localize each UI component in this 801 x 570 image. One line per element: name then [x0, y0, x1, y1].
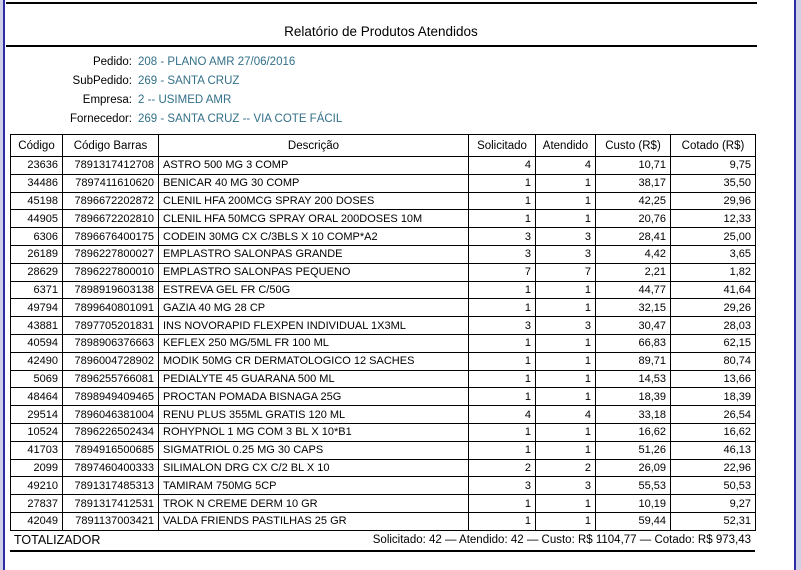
- cell-descricao: CLENIL HFA 50MCG SPRAY ORAL 200DOSES 10M: [159, 210, 469, 228]
- cell-atendido: 3: [536, 317, 596, 335]
- cell-codigo: 28629: [11, 263, 63, 281]
- header-row: [11, 135, 756, 157]
- cell-solicitado: 1: [469, 174, 536, 192]
- cell-solicitado: 3: [469, 245, 536, 263]
- cell-atendido: 1: [536, 299, 596, 317]
- cell-solicitado: 1: [469, 299, 536, 317]
- column-header-solicitado: Solicitado: [469, 135, 536, 157]
- cell-solicitado: 1: [469, 334, 536, 352]
- cell-cotado: 25,00: [671, 228, 756, 246]
- cell-descricao: ASTRO 500 MG 3 COMP: [159, 157, 469, 175]
- cell-atendido: 7: [536, 263, 596, 281]
- totalizer-totals: Solicitado: 42 — Atendido: 42 — Custo: R$ 1104,77 — Cotado: R$ 973,43: [372, 534, 751, 547]
- cell-descricao: INS NOVORAPID FLEXPEN INDIVIDUAL 1X3ML: [159, 317, 469, 335]
- cell-cotado: 1,82: [671, 263, 756, 281]
- cell-cotado: 12,33: [671, 210, 756, 228]
- cell-cotado: 62,15: [671, 334, 756, 352]
- cell-codigo-barras: 7891317485313: [63, 477, 159, 495]
- cell-descricao: KEFLEX 250 MG/5ML FR 100 ML: [159, 334, 469, 352]
- cell-custo: 32,15: [596, 299, 671, 317]
- cell-codigo: 6306: [11, 228, 63, 246]
- cell-solicitado: 1: [469, 495, 536, 513]
- cell-solicitado: 3: [469, 228, 536, 246]
- cell-descricao: ROHYPNOL 1 MG COM 3 BL X 10*B1: [159, 423, 469, 441]
- cell-custo: 16,62: [596, 423, 671, 441]
- cell-solicitado: 1: [469, 281, 536, 299]
- cell-cotado: 29,26: [671, 299, 756, 317]
- cell-descricao: CODEIN 30MG CX C/3BLS X 10 COMP*A2: [159, 228, 469, 246]
- cell-codigo: 41703: [11, 441, 63, 459]
- cell-solicitado: 1: [469, 512, 536, 530]
- cell-descricao: RENU PLUS 355ML GRATIS 120 ML: [159, 406, 469, 424]
- cell-descricao: EMPLASTRO SALONPAS PEQUENO: [159, 263, 469, 281]
- cell-descricao: PEDIALYTE 45 GUARANA 500 ML: [159, 370, 469, 388]
- cell-cotado: 26,54: [671, 406, 756, 424]
- cell-solicitado: 4: [469, 406, 536, 424]
- title-divider: [6, 45, 757, 47]
- cell-atendido: 1: [536, 174, 596, 192]
- cell-codigo: 6371: [11, 281, 63, 299]
- cell-cotado: 28,03: [671, 317, 756, 335]
- meta-value-fornecedor: 269 - SANTA CRUZ -- VIA COTE FÁCIL: [138, 113, 343, 125]
- cell-codigo-barras: 7896255766081: [63, 370, 159, 388]
- cell-atendido: 1: [536, 352, 596, 370]
- cell-codigo-barras: 7899640801091: [63, 299, 159, 317]
- cell-custo: 89,71: [596, 352, 671, 370]
- cell-codigo-barras: 7894916500685: [63, 441, 159, 459]
- report-page: [5, 0, 757, 570]
- table-row: [11, 228, 756, 246]
- table-row: [11, 157, 756, 175]
- cell-custo: 66,83: [596, 334, 671, 352]
- meta-row-pedido: [5, 53, 757, 72]
- cell-custo: 10,71: [596, 157, 671, 175]
- table-row: [11, 388, 756, 406]
- cell-solicitado: 1: [469, 423, 536, 441]
- cell-codigo: 42490: [11, 352, 63, 370]
- cell-codigo: 40594: [11, 334, 63, 352]
- cell-codigo: 45198: [11, 192, 63, 210]
- cell-descricao: TROK N CREME DERM 10 GR: [159, 495, 469, 513]
- cell-atendido: 1: [536, 334, 596, 352]
- meta-label-subpedido: SubPedido:: [72, 75, 132, 87]
- meta-value-pedido: 208 - PLANO AMR 27/06/2016: [138, 56, 296, 68]
- table-row: [11, 299, 756, 317]
- cell-cotado: 9,27: [671, 495, 756, 513]
- cell-cotado: 18,39: [671, 388, 756, 406]
- cell-codigo: 29514: [11, 406, 63, 424]
- cell-codigo-barras: 7897460400333: [63, 459, 159, 477]
- cell-descricao: BENICAR 40 MG 30 COMP: [159, 174, 469, 192]
- cell-custo: 55,53: [596, 477, 671, 495]
- totalizer-row: [10, 531, 755, 552]
- cell-codigo-barras: 7897411610620: [63, 174, 159, 192]
- cell-codigo: 2099: [11, 459, 63, 477]
- cell-solicitado: 2: [469, 459, 536, 477]
- products-table-header: [11, 135, 756, 157]
- meta-row-subpedido: [5, 72, 757, 91]
- column-header-descricao: Descrição: [159, 135, 469, 157]
- cell-codigo-barras: 7897705201831: [63, 317, 159, 335]
- cell-cotado: 13,66: [671, 370, 756, 388]
- cell-custo: 4,42: [596, 245, 671, 263]
- cell-atendido: 1: [536, 192, 596, 210]
- cell-solicitado: 1: [469, 352, 536, 370]
- cell-custo: 51,26: [596, 441, 671, 459]
- cell-atendido: 1: [536, 423, 596, 441]
- window-frame-right-strip: [796, 0, 801, 570]
- meta-value-subpedido: 269 - SANTA CRUZ: [138, 75, 240, 87]
- cell-custo: 28,41: [596, 228, 671, 246]
- cell-descricao: CLENIL HFA 200MCG SPRAY 200 DOSES: [159, 192, 469, 210]
- column-header-custo: Custo (R$): [596, 135, 671, 157]
- cell-atendido: 1: [536, 388, 596, 406]
- cell-cotado: 16,62: [671, 423, 756, 441]
- cell-codigo: 42049: [11, 512, 63, 530]
- table-row: [11, 406, 756, 424]
- cell-custo: 30,47: [596, 317, 671, 335]
- cell-descricao: SIGMATRIOL 0.25 MG 30 CAPS: [159, 441, 469, 459]
- cell-codigo-barras: 7896227800010: [63, 263, 159, 281]
- cell-codigo: 49794: [11, 299, 63, 317]
- table-row: [11, 512, 756, 530]
- table-row: [11, 370, 756, 388]
- cell-descricao: ESTREVA GEL FR C/50G: [159, 281, 469, 299]
- cell-cotado: 35,50: [671, 174, 756, 192]
- meta-row-empresa: [5, 91, 757, 110]
- cell-custo: 42,25: [596, 192, 671, 210]
- cell-custo: 10,19: [596, 495, 671, 513]
- table-row: [11, 281, 756, 299]
- cell-custo: 20,76: [596, 210, 671, 228]
- cell-custo: 26,09: [596, 459, 671, 477]
- cell-cotado: 50,53: [671, 477, 756, 495]
- cell-codigo: 34486: [11, 174, 63, 192]
- column-header-atendido: Atendido: [536, 135, 596, 157]
- cell-codigo: 27837: [11, 495, 63, 513]
- cell-codigo-barras: 7898949409465: [63, 388, 159, 406]
- cell-solicitado: 3: [469, 477, 536, 495]
- cell-atendido: 4: [536, 406, 596, 424]
- column-header-codigo: Código: [11, 135, 63, 157]
- cell-atendido: 4: [536, 157, 596, 175]
- cell-descricao: SILIMALON DRG CX C/2 BL X 10: [159, 459, 469, 477]
- cell-descricao: GAZIA 40 MG 28 CP: [159, 299, 469, 317]
- cell-codigo: 23636: [11, 157, 63, 175]
- cell-cotado: 3,65: [671, 245, 756, 263]
- cell-descricao: MODIK 50MG CR DERMATOLOGICO 12 SACHES: [159, 352, 469, 370]
- cell-codigo: 5069: [11, 370, 63, 388]
- cell-solicitado: 7: [469, 263, 536, 281]
- cell-custo: 44,77: [596, 281, 671, 299]
- cell-solicitado: 1: [469, 441, 536, 459]
- cell-descricao: TAMIRAM 750MG 5CP: [159, 477, 469, 495]
- cell-solicitado: 3: [469, 317, 536, 335]
- table-row: [11, 334, 756, 352]
- table-row: [11, 192, 756, 210]
- cell-atendido: 1: [536, 370, 596, 388]
- table-row: [11, 352, 756, 370]
- cell-codigo-barras: 7896672202810: [63, 210, 159, 228]
- table-row: [11, 423, 756, 441]
- cell-solicitado: 1: [469, 210, 536, 228]
- cell-cotado: 80,74: [671, 352, 756, 370]
- cell-custo: 33,18: [596, 406, 671, 424]
- table-row: [11, 210, 756, 228]
- top-divider: [6, 2, 757, 4]
- products-table: [10, 134, 756, 531]
- cell-atendido: 3: [536, 228, 596, 246]
- cell-codigo-barras: 7896004728902: [63, 352, 159, 370]
- cell-solicitado: 1: [469, 192, 536, 210]
- table-row: [11, 495, 756, 513]
- cell-cotado: 22,96: [671, 459, 756, 477]
- cell-cotado: 9,75: [671, 157, 756, 175]
- cell-atendido: 1: [536, 495, 596, 513]
- report-title: Relatório de Produtos Atendidos: [284, 24, 478, 39]
- totalizer-label: TOTALIZADOR: [14, 533, 101, 548]
- cell-atendido: 2: [536, 459, 596, 477]
- meta-label-empresa: Empresa:: [82, 94, 132, 106]
- cell-codigo-barras: 7896046381004: [63, 406, 159, 424]
- cell-cotado: 46,13: [671, 441, 756, 459]
- column-header-cotado: Cotado (R$): [671, 135, 756, 157]
- cell-codigo-barras: 7891317412708: [63, 157, 159, 175]
- cell-atendido: 1: [536, 512, 596, 530]
- cell-codigo-barras: 7898919603138: [63, 281, 159, 299]
- cell-custo: 18,39: [596, 388, 671, 406]
- cell-codigo-barras: 7896676400175: [63, 228, 159, 246]
- cell-descricao: PROCTAN POMADA BISNAGA 25G: [159, 388, 469, 406]
- cell-solicitado: 4: [469, 157, 536, 175]
- table-row: [11, 317, 756, 335]
- cell-atendido: 3: [536, 245, 596, 263]
- column-header-codigo-barras: Código Barras: [63, 135, 159, 157]
- cell-solicitado: 1: [469, 370, 536, 388]
- cell-codigo-barras: 7898906376663: [63, 334, 159, 352]
- cell-codigo-barras: 7891317412531: [63, 495, 159, 513]
- table-row: [11, 245, 756, 263]
- cell-custo: 14,53: [596, 370, 671, 388]
- meta-label-fornecedor: Fornecedor:: [69, 113, 132, 125]
- table-row: [11, 477, 756, 495]
- meta-label-pedido: Pedido:: [92, 56, 132, 68]
- report-table-body: [11, 157, 756, 531]
- report-meta: [5, 53, 757, 129]
- cell-custo: 2,21: [596, 263, 671, 281]
- cell-codigo: 44905: [11, 210, 63, 228]
- table-row: [11, 459, 756, 477]
- cell-cotado: 29,96: [671, 192, 756, 210]
- cell-codigo: 48464: [11, 388, 63, 406]
- cell-codigo: 10524: [11, 423, 63, 441]
- table-row: [11, 263, 756, 281]
- cell-codigo-barras: 7896672202872: [63, 192, 159, 210]
- cell-codigo: 43881: [11, 317, 63, 335]
- cell-codigo-barras: 7896226502434: [63, 423, 159, 441]
- cell-descricao: EMPLASTRO SALONPAS GRANDE: [159, 245, 469, 263]
- meta-value-empresa: 2 -- USIMED AMR: [138, 94, 232, 106]
- cell-descricao: VALDA FRIENDS PASTILHAS 25 GR: [159, 512, 469, 530]
- cell-custo: 38,17: [596, 174, 671, 192]
- cell-custo: 59,44: [596, 512, 671, 530]
- table-row: [11, 174, 756, 192]
- cell-codigo-barras: 7896227800027: [63, 245, 159, 263]
- cell-cotado: 52,31: [671, 512, 756, 530]
- cell-codigo: 26189: [11, 245, 63, 263]
- cell-atendido: 1: [536, 441, 596, 459]
- cell-atendido: 3: [536, 477, 596, 495]
- cell-atendido: 1: [536, 210, 596, 228]
- cell-cotado: 41,64: [671, 281, 756, 299]
- cell-codigo: 49210: [11, 477, 63, 495]
- cell-codigo-barras: 7891137003421: [63, 512, 159, 530]
- cell-solicitado: 1: [469, 388, 536, 406]
- meta-row-fornecedor: [5, 110, 757, 129]
- cell-atendido: 1: [536, 281, 596, 299]
- table-row: [11, 441, 756, 459]
